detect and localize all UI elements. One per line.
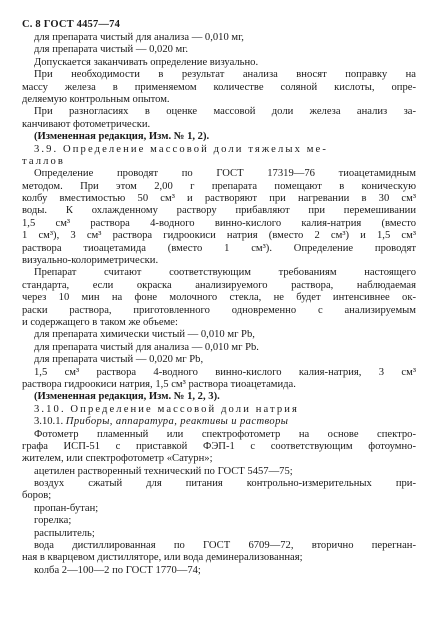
text-line: 1 см³), 3 см³ раствора гидроокиси натрия (вместо 2 см³) и 1,5 см³ [22, 230, 416, 242]
text-line: Допускается заканчивать определение визуально. [34, 56, 259, 68]
text-line: боров; [22, 490, 52, 502]
text-line: 3.10. Определение массовой доли натрия [34, 403, 300, 415]
text-line: 1,5 см³ раствора 4-водного винно-кислого калия-натрия (вместо [22, 217, 416, 229]
text-line: графа ИСП-51 с приставкой ФЭП-1 с соответствующим фотоумно- [22, 440, 416, 452]
text-line: (Измененная редакция, Изм. № 1, 2). [34, 131, 210, 143]
text-line: ацетилен растворенный технический по ГОСТ 5457—75; [34, 465, 293, 477]
text-line: для препарата чистый для анализа — 0,010 мг Pb. [34, 341, 259, 353]
text-line: пропан-бутан; [34, 502, 99, 514]
text-line: для препарата химически чистый — 0,010 мг Pb, [34, 329, 255, 341]
text-line: При разногласиях в оценке массовой доли железа анализ за- [34, 106, 416, 118]
text-line: воздух сжатый для питания контрольно-измерительных при- [34, 478, 416, 490]
page-header: С. 8 ГОСТ 4457—74 [22, 19, 121, 30]
text-line: визуально-колориметрически. [22, 255, 159, 267]
text-line: для препарата чистый — 0,020 мг Pb, [34, 354, 204, 366]
text-line: воды. К охлажденному раствору прибавляют при перемешивании [22, 205, 416, 217]
text-line: Фотометр пламенный или спектрофотометр на основе спектро- [34, 428, 416, 440]
text-line: для препарата чистый — 0,020 мг. [34, 44, 189, 56]
section-subheading: Приборы, аппаратура, реактивы и растворы [65, 416, 289, 428]
text-line: Препарат считают соответствующим требованиям настоящего [34, 267, 416, 279]
text-line: раски раствора, приготовленного одновременно с анализируемым [22, 304, 416, 316]
text-line: деляемую контрольным опытом. [22, 93, 170, 105]
text-line: Определение проводят по ГОСТ 17319—76 тиоацетамидным [34, 168, 416, 180]
text-line: ная в кварцевом дистилляторе, или вода деминерализованная; [22, 552, 303, 564]
text-line: жителем, или спектрофотометр «Сатурн»; [22, 453, 213, 465]
text-line: 3.10.1. Приборы, аппаратура, реактивы и растворы [34, 416, 289, 428]
text-line: канчивают фотометрически. [22, 118, 151, 130]
text-line: колба 2—100—2 по ГОСТ 1770—74; [34, 564, 201, 576]
text-line: и содержащего в таком же объеме: [22, 316, 178, 328]
text-line: для препарата чистый для анализа — 0,010 мг, [34, 32, 244, 43]
text-line: колбу вместимостью 50 см³ и растворяют при нагревании в 30 см³ [22, 193, 416, 205]
text-line: через 10 мин на фоне молочного стекла, не будет интенсивнее ок- [22, 292, 416, 304]
text-line: 1,5 см³ раствора 4-водного винно-кислого калия-натрия, 3 см³ [34, 366, 416, 378]
text-line: раствора гидроокиси натрия, 1,5 см³ раствора тиоацетамида. [22, 378, 296, 390]
text-line: массу железа в применяемом количестве соляной кислоты, опре- [22, 81, 416, 93]
text-line: горелка; [34, 515, 72, 527]
document-body [22, 32, 416, 577]
text-line: раствора тиоацетамида (вместо 1 см³). Определение проводят [22, 242, 416, 254]
text-line: При необходимости в результат анализа вносят поправку на [34, 69, 416, 81]
text-line: распылитель; [34, 527, 95, 539]
text-line: вода дистиллированная по ГОСТ 6709—72, вторично перегнан- [34, 540, 416, 552]
text-line: стандарта, если окраска анализируемого раствора, наблюдаемая [22, 279, 416, 291]
text-line: методом. При этом 2,00 г препарата помещают в коническую [22, 180, 416, 192]
text-line: (Измененная редакция, Изм. № 1, 2, 3). [34, 391, 220, 403]
text-line: 3.9. Определение массовой доли тяжелых ме- [34, 143, 328, 155]
text-line: таллов [22, 155, 66, 167]
